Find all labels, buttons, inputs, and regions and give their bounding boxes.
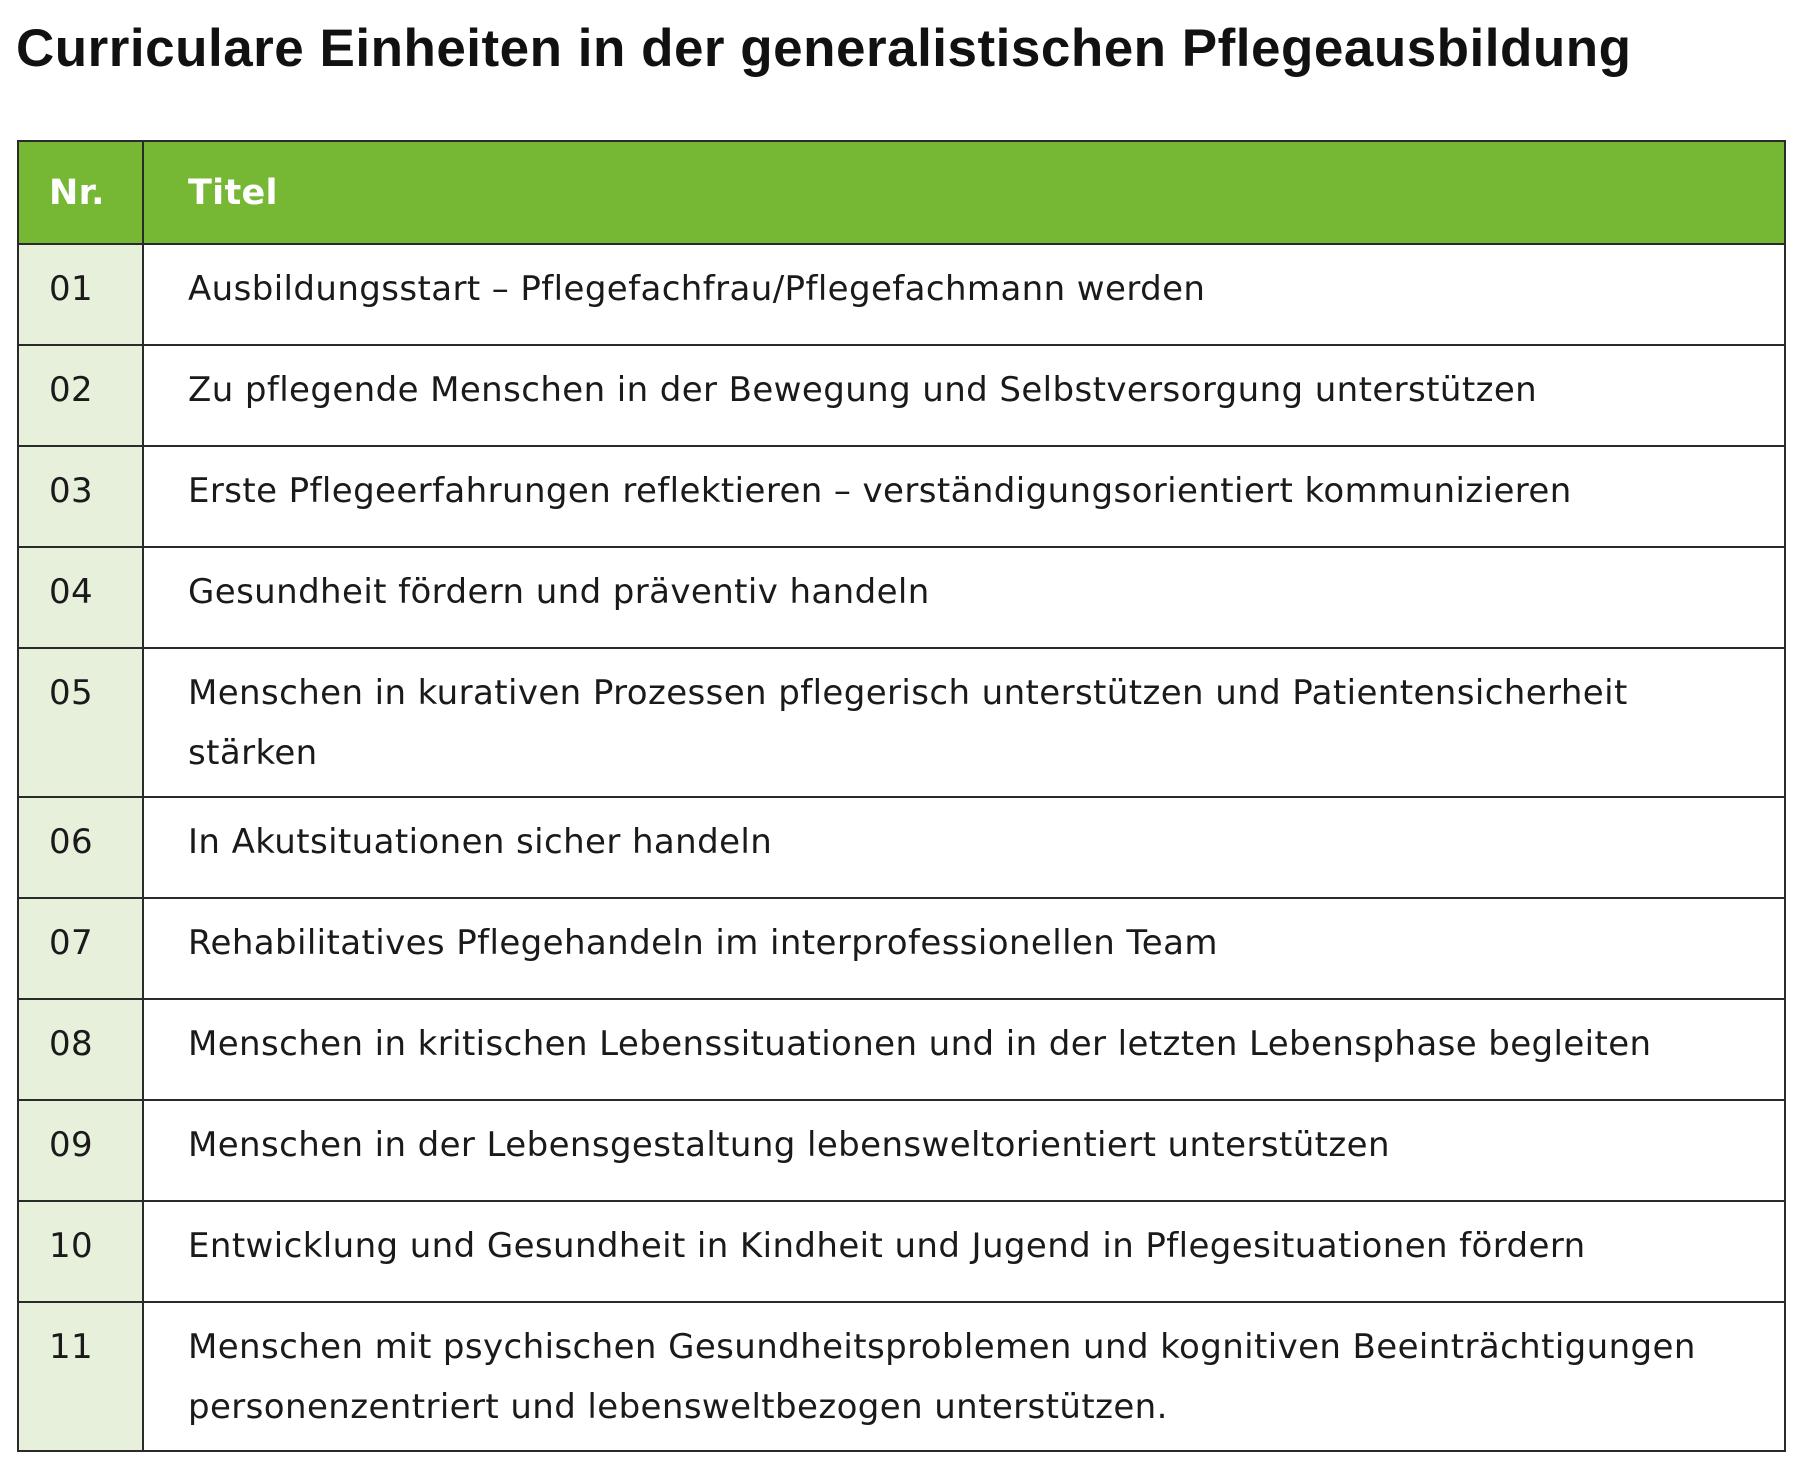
row-number-cell: 05 (18, 648, 143, 797)
column-header-nr: Nr. (18, 141, 143, 244)
row-title-cell: Menschen in kurativen Prozessen pflegerisch unterstützen und Patientensicherheit stärken (143, 648, 1785, 797)
table-row (18, 1201, 1785, 1302)
row-title-cell: Gesundheit fördern und präventiv handeln (143, 547, 1785, 648)
row-number-cell: 06 (18, 797, 143, 898)
row-title-cell: Menschen in der Lebensgestaltung lebensweltorientiert unterstützen (143, 1100, 1785, 1201)
table-row (18, 999, 1785, 1100)
row-title-cell: Zu pflegende Menschen in der Bewegung und Selbstversorgung unterstützen (143, 345, 1785, 446)
table-row (18, 898, 1785, 999)
row-number-cell: 11 (18, 1302, 143, 1451)
row-title-cell: Menschen in kritischen Lebenssituationen und in der letzten Lebensphase begleiten (143, 999, 1785, 1100)
table-row (18, 345, 1785, 446)
page-title: Curriculare Einheiten in der generalistischen Pflegeausbildung (16, 19, 1632, 78)
column-header-title: Titel (143, 141, 1785, 244)
table-row (18, 547, 1785, 648)
row-title-cell: Menschen mit psychischen Gesundheitsproblemen und kognitiven Beeinträchtigungen personenzentriert und lebensweltbezogen unterstützen. (143, 1302, 1785, 1451)
row-number-cell: 04 (18, 547, 143, 648)
table-header-row (18, 141, 1785, 244)
row-number-cell: 07 (18, 898, 143, 999)
row-number-cell: 08 (18, 999, 143, 1100)
row-number-cell: 03 (18, 446, 143, 547)
table-row (18, 1302, 1785, 1451)
table-row (18, 1100, 1785, 1201)
row-number-cell: 02 (18, 345, 143, 446)
curriculum-table (17, 140, 1786, 1452)
row-title-cell: Entwicklung und Gesundheit in Kindheit und Jugend in Pflegesituationen fördern (143, 1201, 1785, 1302)
table-row (18, 446, 1785, 547)
table-body (18, 244, 1785, 1451)
table-header (18, 141, 1785, 244)
row-number-cell: 01 (18, 244, 143, 345)
row-title-cell: Ausbildungsstart – Pflegefachfrau/Pflegefachmann werden (143, 244, 1785, 345)
row-title-cell: Rehabilitatives Pflegehandeln im interprofessionellen Team (143, 898, 1785, 999)
row-title-cell: Erste Pflegeerfahrungen reflektieren – verständigungsorientiert kommunizieren (143, 446, 1785, 547)
row-number-cell: 09 (18, 1100, 143, 1201)
table-row (18, 648, 1785, 797)
table-row (18, 244, 1785, 345)
table-row (18, 797, 1785, 898)
row-title-cell: In Akutsituationen sicher handeln (143, 797, 1785, 898)
row-number-cell: 10 (18, 1201, 143, 1302)
